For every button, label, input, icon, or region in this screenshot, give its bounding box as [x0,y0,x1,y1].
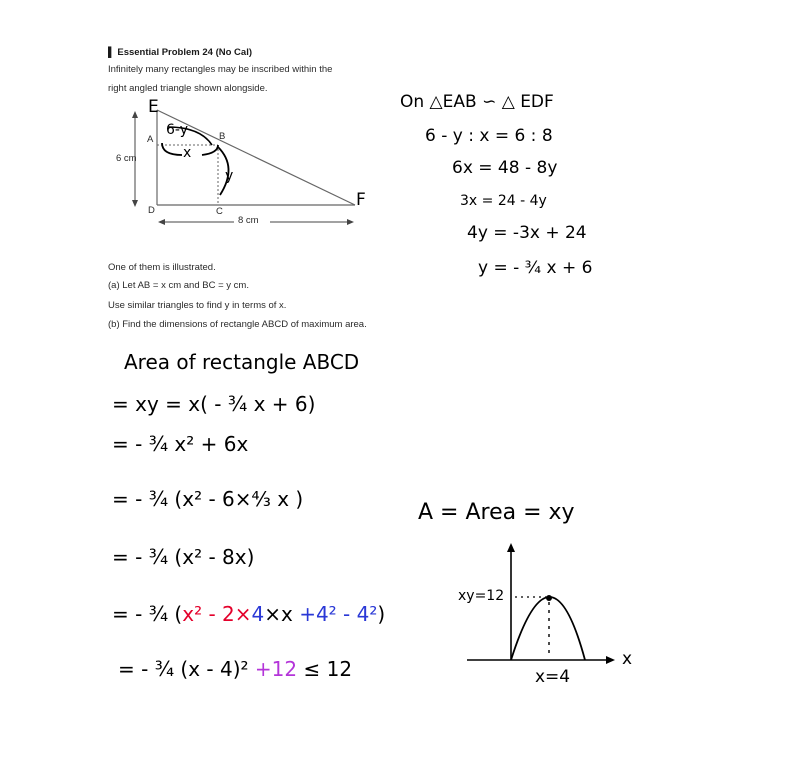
triangle-figure [100,95,380,235]
graph-peak-dot [546,595,552,601]
label-d: D [148,205,155,216]
problem-intro-line2: right angled triangle shown alongside. [108,83,268,94]
area-line1: = xy = x( - ¾ x + 6) [112,392,316,416]
hw-x-label: x [183,145,192,161]
label-c: C [216,206,223,217]
area-line3: = - ¾ (x² - 6×⁴⁄₃ x ) [112,487,304,511]
hw-x-brace-right [202,145,218,155]
graph-parabola [511,597,585,660]
label-a: A [147,134,154,145]
area-line5-plus-minus: +4² - 4² [299,602,378,626]
area-line6-plus12: +12 [254,657,298,681]
height-arrow-up [132,111,138,118]
similar-line6: y = - ¾ x + 6 [478,258,593,278]
side-6cm-label: 6 cm [116,153,137,164]
graph-x-axis-label: x [622,649,633,669]
graph-x-arrow [606,656,615,664]
area-line4: = - ¾ (x² - 8x) [112,545,255,569]
area-line5-blue4: 4 [251,602,265,626]
problem-part-a: (a) Let AB = x cm and BC = y cm. [108,280,249,291]
area-line6-leq: ≤ 12 [303,657,353,681]
area-line5-timesx: ×x [264,602,293,626]
label-b: B [219,131,226,142]
problem-part-b: (b) Find the dimensions of rectangle ABCD of maximum area. [108,319,367,330]
problem-use-similar: Use similar triangles to find y in terms of x. [108,300,287,311]
base-arrow-left [158,219,165,225]
hw-y-label: y [225,168,234,184]
problem-heading: ▌ Essential Problem 24 (No Cal) [108,47,252,58]
similar-line5: 4y = -3x + 24 [467,223,587,243]
base-8cm-label: 8 cm [238,215,259,226]
graph-formula: A = Area = xy [418,500,575,525]
area-line5-close: ) [377,602,386,626]
base-arrow-right [347,219,354,225]
area-line6 [118,657,352,681]
area-line2: = - ¾ x² + 6x [112,432,249,456]
similar-line3: 6x = 48 - 8y [452,158,558,178]
similar-line1: On △EAB ∽ △ EDF [400,92,554,112]
area-line5-red: x² - 2× [182,602,252,626]
similar-line4: 3x = 24 - 4y [460,193,547,209]
label-e: E [148,97,159,117]
label-f: F [356,190,366,210]
area-line5 [112,602,385,626]
area-line5-prefix: = - ¾ ( [112,602,183,626]
problem-illustrated: One of them is illustrated. [108,262,216,273]
graph-peak-label: xy=12 [458,588,505,604]
similar-line2: 6 - y : x = 6 : 8 [425,126,553,146]
area-title: Area of rectangle ABCD [124,350,360,374]
problem-intro-line1: Infinitely many rectangles may be inscribed within the [108,64,333,75]
graph-y-arrow [507,543,515,552]
hw-6-minus-y: 6-y [166,122,188,138]
graph-x-mark-label: x=4 [535,667,571,687]
height-arrow-down [132,200,138,207]
area-line6-main: = - ¾ (x - 4)² [118,657,249,681]
